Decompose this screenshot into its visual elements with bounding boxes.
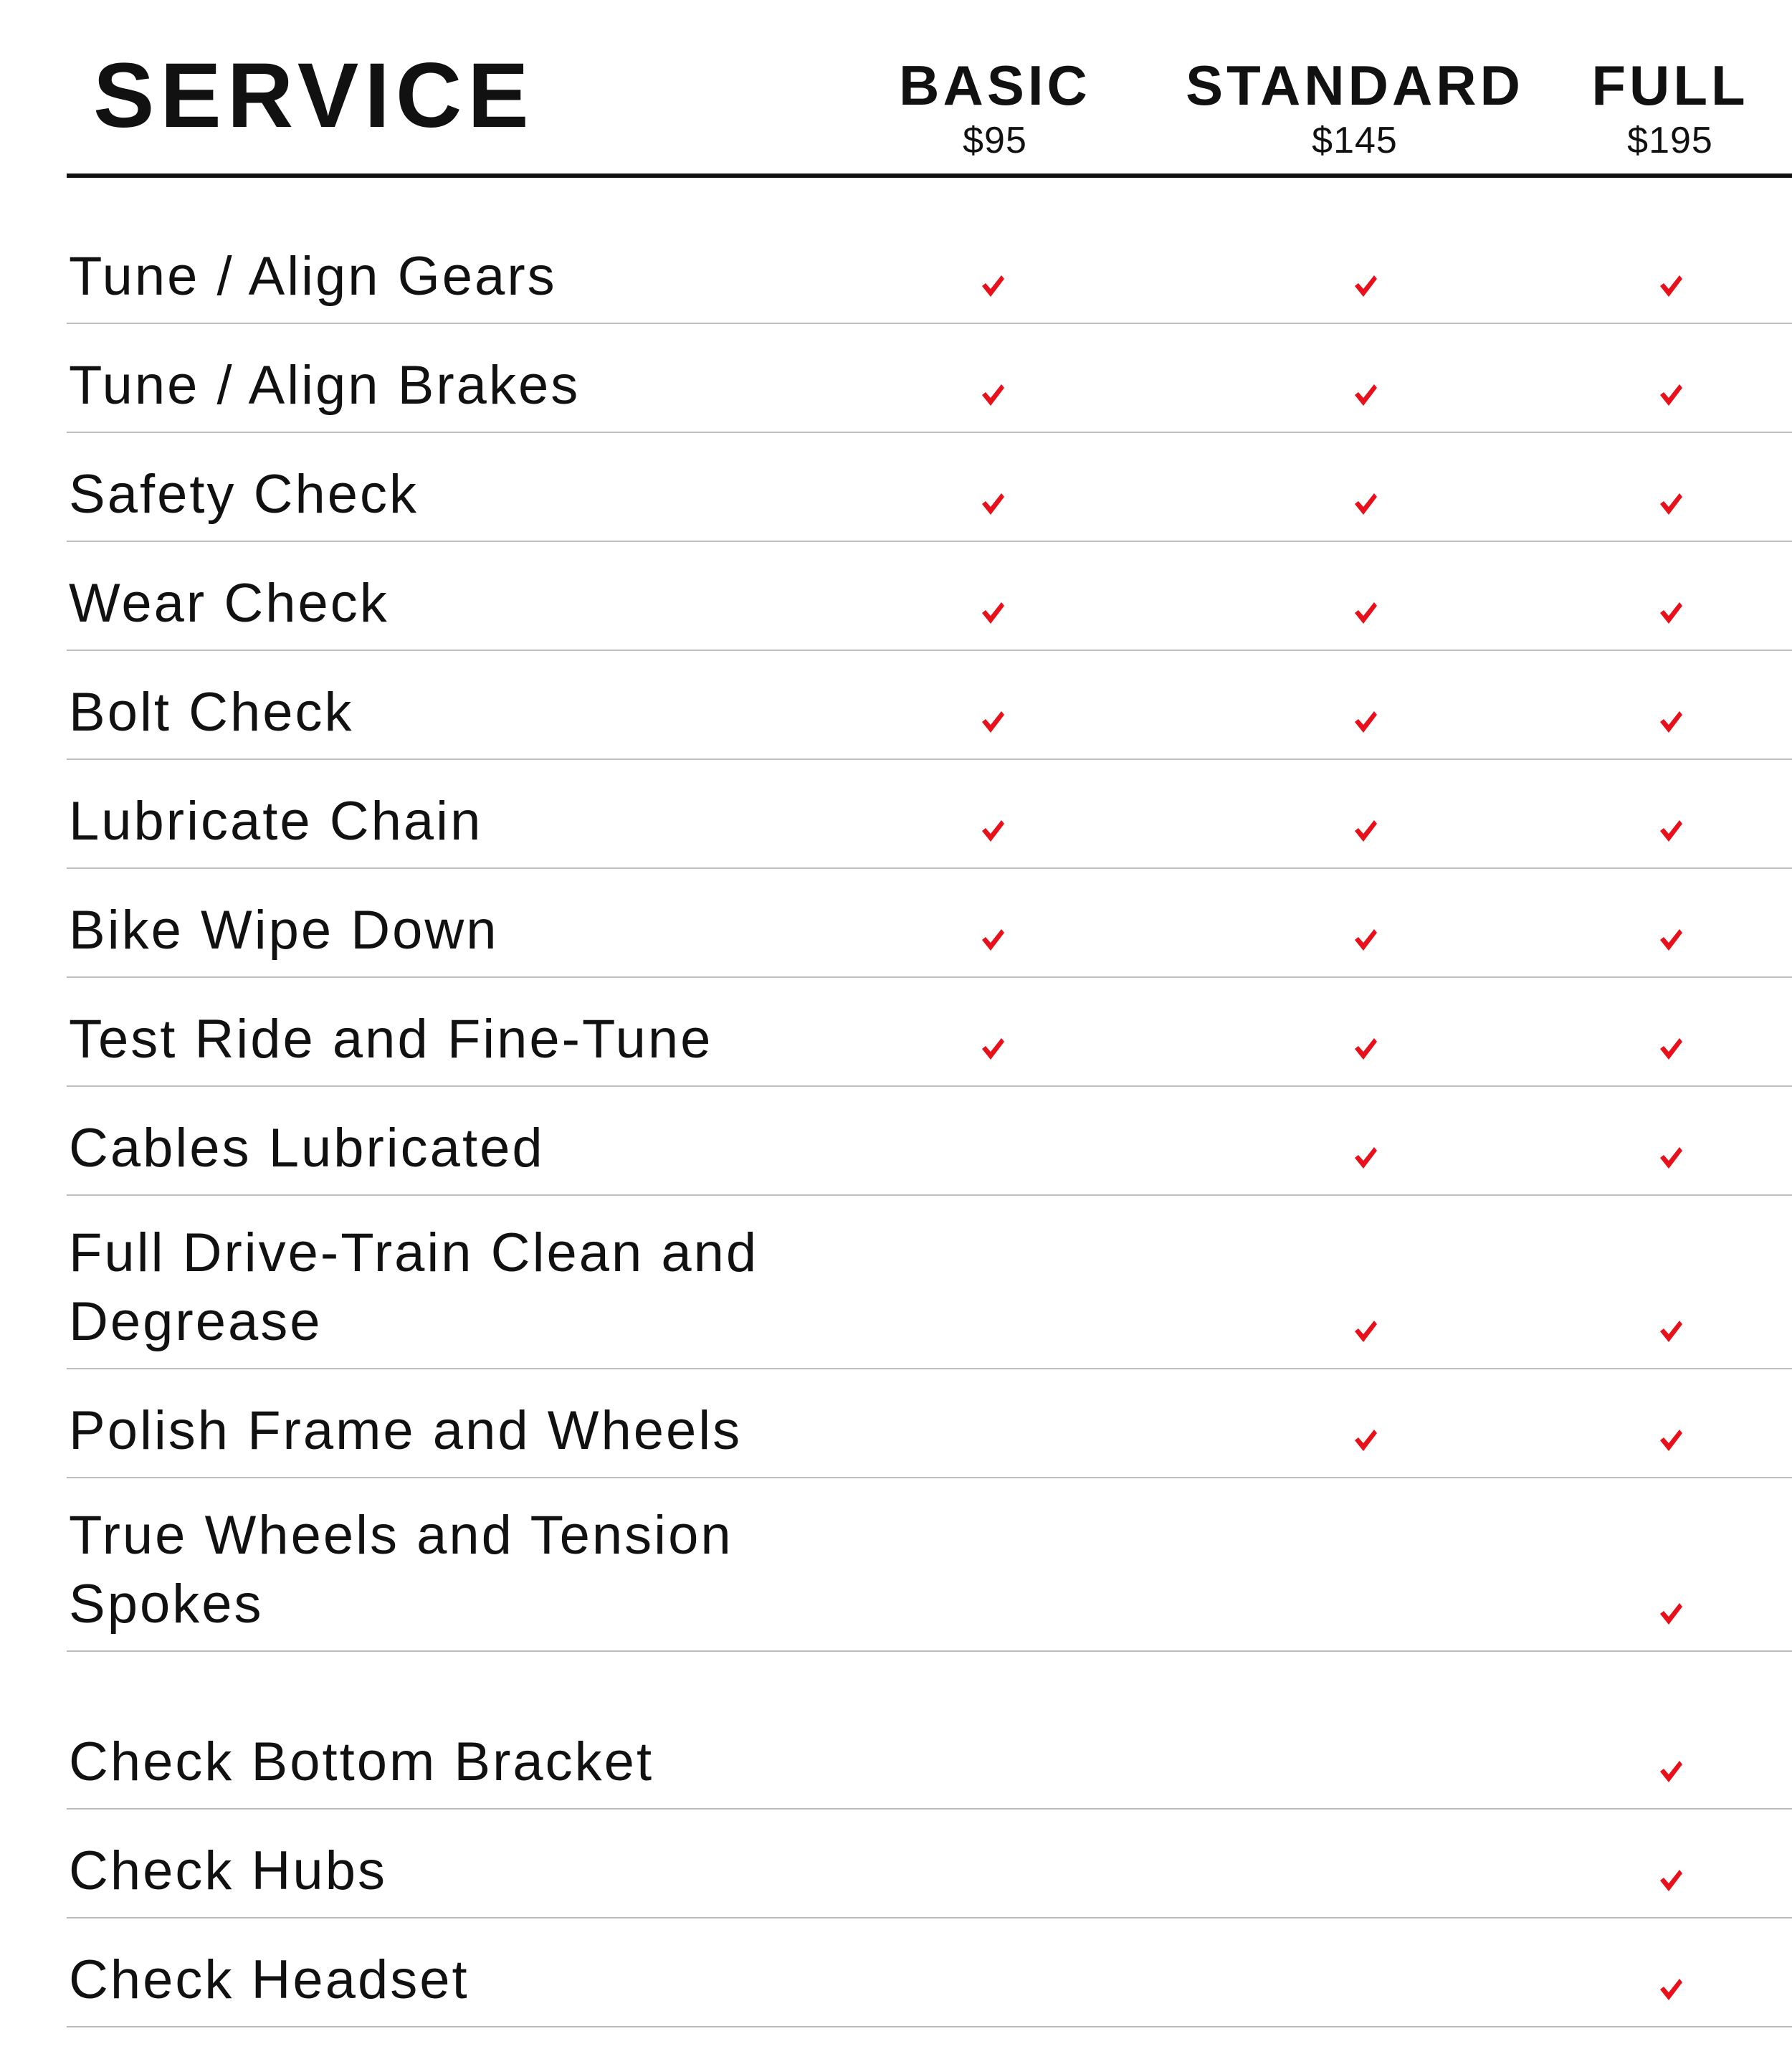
checkmark-icon bbox=[980, 490, 1006, 518]
checkmark-icon bbox=[1658, 599, 1684, 627]
tier-full-price: $195 bbox=[1627, 120, 1713, 161]
service-name: Tune / Align Brakes bbox=[69, 355, 581, 416]
checkmark-icon bbox=[980, 926, 1006, 954]
tier-standard-price: $145 bbox=[1312, 120, 1398, 161]
tier-full-name: FULL bbox=[1591, 54, 1749, 117]
checkmark-icon bbox=[1658, 1144, 1684, 1171]
tier-standard-name: STANDARD bbox=[1186, 54, 1524, 117]
checkmark-icon bbox=[1658, 1318, 1684, 1345]
checkmark-icon bbox=[1658, 926, 1684, 954]
table-row bbox=[67, 978, 1792, 1087]
checkmark-icon bbox=[1658, 1976, 1684, 2003]
table-row bbox=[67, 1087, 1792, 1196]
tier-basic bbox=[899, 54, 1091, 161]
checkmark-icon bbox=[1353, 381, 1378, 409]
service-name: Full Drive-Train Clean and Degrease bbox=[69, 1222, 759, 1352]
tier-basic-name: BASIC bbox=[899, 54, 1091, 117]
header-divider bbox=[67, 173, 1792, 178]
table-header bbox=[0, 0, 1792, 178]
checkmark-icon bbox=[1658, 817, 1684, 845]
table-row bbox=[67, 1810, 1792, 1919]
checkmark-icon bbox=[1353, 708, 1378, 736]
service-name: Cables Lubricated bbox=[69, 1118, 545, 1179]
checkmark-icon bbox=[1658, 1867, 1684, 1894]
checkmark-icon bbox=[980, 272, 1006, 300]
table-row bbox=[67, 869, 1792, 978]
checkmark-icon bbox=[980, 381, 1006, 409]
checkmark-icon bbox=[980, 599, 1006, 627]
checkmark-icon bbox=[980, 1035, 1006, 1062]
service-name: Tune / Align Gears bbox=[69, 246, 557, 307]
tier-full bbox=[1591, 54, 1749, 161]
table-row bbox=[67, 433, 1792, 542]
service-name: Check Headset bbox=[69, 1949, 470, 2010]
service-name: Safety Check bbox=[69, 464, 419, 525]
table-row bbox=[67, 1369, 1792, 1478]
table-row bbox=[67, 1196, 1792, 1369]
service-name: Bike Wipe Down bbox=[69, 900, 499, 961]
table-row bbox=[67, 215, 1792, 324]
checkmark-icon bbox=[1658, 490, 1684, 518]
checkmark-icon bbox=[980, 817, 1006, 845]
checkmark-icon bbox=[1353, 1427, 1378, 1454]
tier-standard bbox=[1186, 54, 1524, 161]
table-row bbox=[67, 1478, 1792, 1652]
checkmark-icon bbox=[1658, 708, 1684, 736]
table-row bbox=[67, 324, 1792, 433]
service-rows bbox=[67, 215, 1792, 2027]
checkmark-icon bbox=[1353, 817, 1378, 845]
checkmark-icon bbox=[980, 708, 1006, 736]
checkmark-icon bbox=[1353, 272, 1378, 300]
checkmark-icon bbox=[1353, 926, 1378, 954]
table-row bbox=[67, 651, 1792, 760]
table-row bbox=[67, 1919, 1792, 2027]
table-row bbox=[67, 542, 1792, 651]
checkmark-icon bbox=[1353, 599, 1378, 627]
service-name: Lubricate Chain bbox=[69, 791, 483, 852]
table-row bbox=[67, 1652, 1792, 1810]
service-name: Check Hubs bbox=[69, 1840, 387, 1901]
checkmark-icon bbox=[1353, 1035, 1378, 1062]
service-column-title: SERVICE bbox=[93, 44, 535, 147]
checkmark-icon bbox=[1658, 1427, 1684, 1454]
checkmark-icon bbox=[1658, 1035, 1684, 1062]
service-name: Wear Check bbox=[69, 573, 389, 634]
checkmark-icon bbox=[1658, 1758, 1684, 1785]
checkmark-icon bbox=[1658, 1600, 1684, 1627]
service-name: Check Bottom Bracket bbox=[69, 1731, 654, 1792]
table-row bbox=[67, 760, 1792, 869]
service-name: Test Ride and Fine-Tune bbox=[69, 1009, 713, 1070]
service-name: Bolt Check bbox=[69, 682, 354, 743]
checkmark-icon bbox=[1353, 1318, 1378, 1345]
checkmark-icon bbox=[1658, 272, 1684, 300]
tier-basic-price: $95 bbox=[963, 120, 1027, 161]
checkmark-icon bbox=[1658, 381, 1684, 409]
service-name: True Wheels and Tension Spokes bbox=[69, 1505, 733, 1635]
checkmark-icon bbox=[1353, 1144, 1378, 1171]
checkmark-icon bbox=[1353, 490, 1378, 518]
service-name: Polish Frame and Wheels bbox=[69, 1400, 743, 1461]
